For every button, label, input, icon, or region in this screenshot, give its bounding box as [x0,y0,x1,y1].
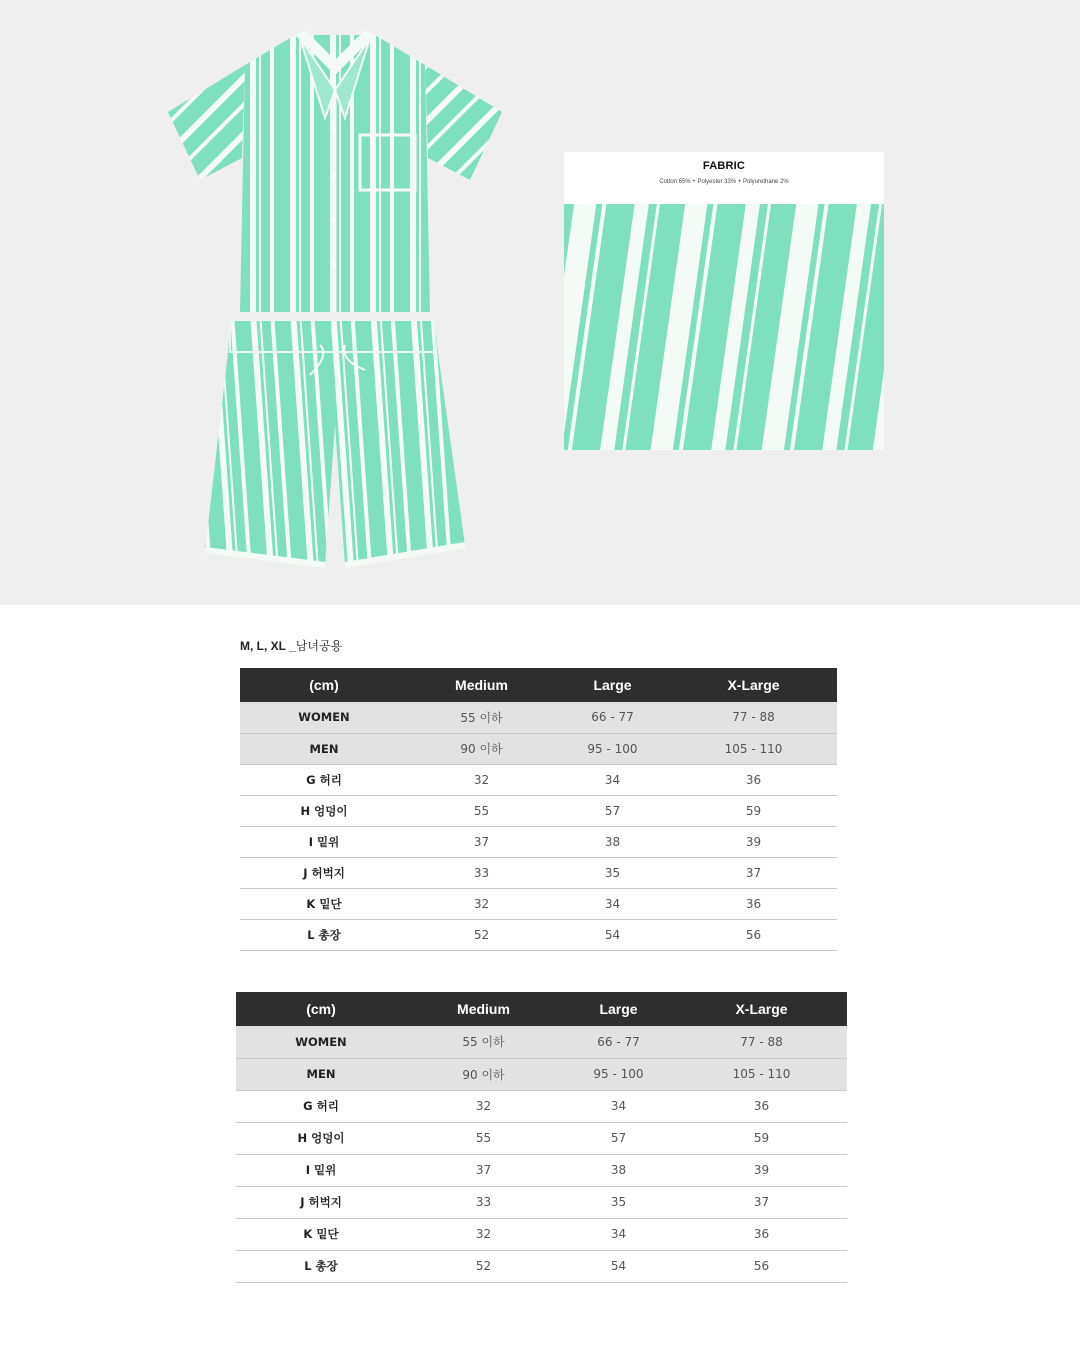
row-label: MEN [236,1058,406,1090]
cell-large: 57 [561,1122,676,1154]
size-caption [240,637,342,654]
cell-medium: 90 이하 [406,1058,561,1090]
header-xlarge: X-Large [670,668,837,702]
cell-medium: 37 [408,826,555,857]
cell-xlarge: 59 [676,1122,847,1154]
cell-xlarge: 36 [676,1218,847,1250]
cell-xlarge: 56 [676,1250,847,1282]
cell-large: 35 [555,857,670,888]
cell-medium: 32 [406,1218,561,1250]
cell-large: 66 - 77 [561,1026,676,1058]
row-label: K 밑단 [236,1218,406,1250]
cell-medium: 90 이하 [408,733,555,764]
cell-xlarge: 77 - 88 [676,1026,847,1058]
fabric-swatch-image [564,204,884,450]
cell-large: 95 - 100 [561,1058,676,1090]
cell-xlarge: 37 [670,857,837,888]
table-row [236,1026,847,1058]
cell-medium: 55 이하 [408,702,555,733]
cell-medium: 33 [406,1186,561,1218]
cell-large: 54 [561,1250,676,1282]
header-unit: (cm) [240,668,408,702]
fabric-title: FABRIC [702,160,746,172]
row-label: G 허리 [236,1090,406,1122]
cell-large: 57 [555,795,670,826]
row-label: J 허벅지 [236,1186,406,1218]
cell-large: 35 [561,1186,676,1218]
cell-medium: 33 [408,857,555,888]
cell-medium: 52 [406,1250,561,1282]
table-row [236,1090,847,1122]
cell-large: 66 - 77 [555,702,670,733]
row-label: H 엉덩이 [236,1122,406,1154]
size-list: M, L, XL _ [240,639,296,653]
cell-large: 95 - 100 [555,733,670,764]
fabric-composition: Cotton 65% + Polyester 33% + Polyurethane 2% [659,179,789,185]
pajama-shorts-image [200,315,470,575]
row-label: K 밑단 [240,888,408,919]
cell-xlarge: 77 - 88 [670,702,837,733]
header-medium: Medium [408,668,555,702]
table-row [236,1218,847,1250]
size-table-1 [240,668,837,951]
table-row [240,826,837,857]
table-header-row [236,992,847,1026]
table-row [240,919,837,950]
product-hero [0,0,1080,605]
cell-medium: 32 [406,1090,561,1122]
header-xlarge: X-Large [676,992,847,1026]
cell-xlarge: 39 [670,826,837,857]
row-label: L 총장 [236,1250,406,1282]
cell-large: 34 [555,888,670,919]
table-row [236,1154,847,1186]
cell-xlarge: 37 [676,1186,847,1218]
header-medium: Medium [406,992,561,1026]
header-unit: (cm) [236,992,406,1026]
cell-large: 54 [555,919,670,950]
cell-large: 38 [555,826,670,857]
cell-xlarge: 59 [670,795,837,826]
cell-medium: 37 [406,1154,561,1186]
row-label: I 밑위 [240,826,408,857]
row-label: I 밑위 [236,1154,406,1186]
cell-medium: 32 [408,764,555,795]
cell-xlarge: 105 - 110 [670,733,837,764]
header-large: Large [561,992,676,1026]
cell-large: 34 [561,1218,676,1250]
pajama-shirt-image [160,30,510,320]
unisex-label: 남녀공용 [295,639,343,653]
table-row [236,1122,847,1154]
table-row [240,795,837,826]
cell-medium: 55 이하 [406,1026,561,1058]
cell-medium: 32 [408,888,555,919]
row-label: H 엉덩이 [240,795,408,826]
table-row [236,1250,847,1282]
table-row [240,733,837,764]
cell-xlarge: 36 [670,888,837,919]
table-row [240,888,837,919]
cell-xlarge: 36 [670,764,837,795]
cell-large: 38 [561,1154,676,1186]
fabric-card [564,152,884,450]
table-row [236,1186,847,1218]
cell-large: 34 [555,764,670,795]
table-row [240,857,837,888]
cell-medium: 55 [406,1122,561,1154]
table-row [240,702,837,733]
table-row [240,764,837,795]
cell-xlarge: 56 [670,919,837,950]
size-table-2 [236,992,847,1283]
row-label: WOMEN [236,1026,406,1058]
cell-medium: 55 [408,795,555,826]
row-label: MEN [240,733,408,764]
cell-xlarge: 36 [676,1090,847,1122]
row-label: G 허리 [240,764,408,795]
table-header-row [240,668,837,702]
cell-medium: 52 [408,919,555,950]
header-large: Large [555,668,670,702]
cell-large: 34 [561,1090,676,1122]
table-row [236,1058,847,1090]
row-label: WOMEN [240,702,408,733]
cell-xlarge: 105 - 110 [676,1058,847,1090]
row-label: J 허벅지 [240,857,408,888]
cell-xlarge: 39 [676,1154,847,1186]
row-label: L 총장 [240,919,408,950]
